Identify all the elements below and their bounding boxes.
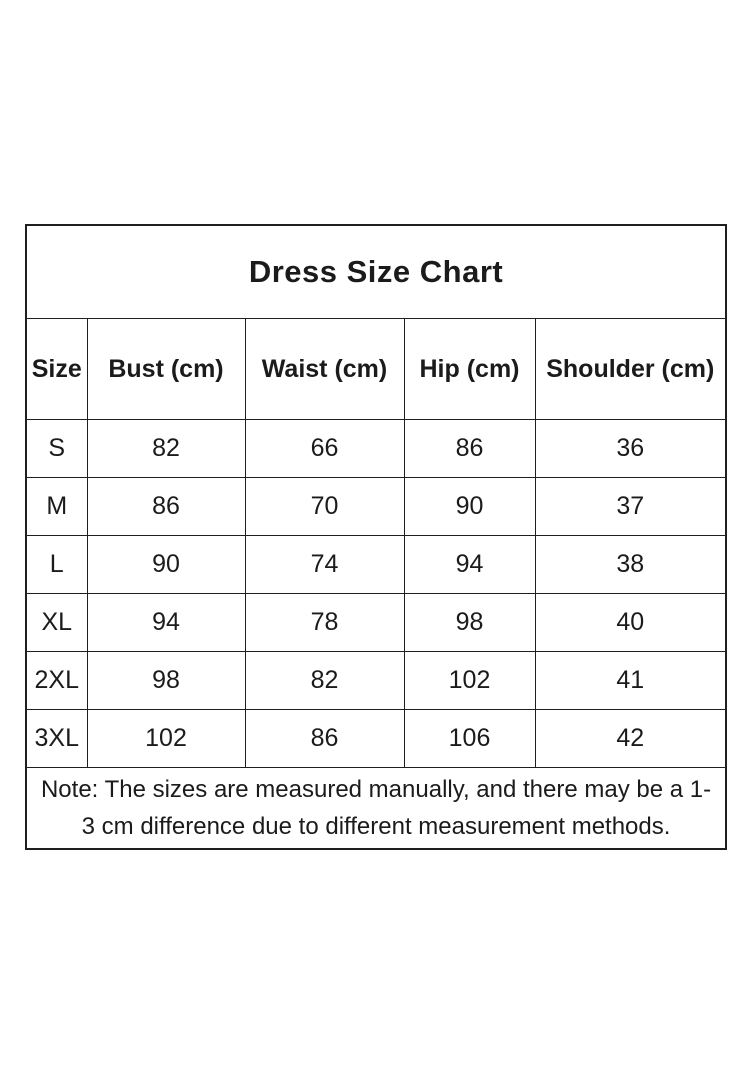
table-row-xl xyxy=(26,594,726,652)
cell-shoulder: 42 xyxy=(535,710,726,768)
cell-size: M xyxy=(26,478,87,536)
cell-bust: 82 xyxy=(87,420,245,478)
cell-hip: 106 xyxy=(404,710,535,768)
table-row-l xyxy=(26,536,726,594)
cell-size: 3XL xyxy=(26,710,87,768)
cell-size: 2XL xyxy=(26,652,87,710)
cell-size: XL xyxy=(26,594,87,652)
dress-size-chart-table xyxy=(25,224,727,850)
cell-size: L xyxy=(26,536,87,594)
table-row-3xl xyxy=(26,710,726,768)
table-title-row xyxy=(26,225,726,319)
cell-waist: 86 xyxy=(245,710,404,768)
table-note-row xyxy=(26,768,726,850)
cell-waist: 70 xyxy=(245,478,404,536)
cell-waist: 82 xyxy=(245,652,404,710)
cell-bust: 102 xyxy=(87,710,245,768)
cell-waist: 78 xyxy=(245,594,404,652)
column-header-bust: Bust (cm) xyxy=(87,319,245,420)
cell-hip: 90 xyxy=(404,478,535,536)
cell-bust: 86 xyxy=(87,478,245,536)
cell-shoulder: 38 xyxy=(535,536,726,594)
cell-bust: 98 xyxy=(87,652,245,710)
cell-hip: 86 xyxy=(404,420,535,478)
cell-hip: 98 xyxy=(404,594,535,652)
cell-shoulder: 40 xyxy=(535,594,726,652)
table-header-row xyxy=(26,319,726,420)
cell-shoulder: 37 xyxy=(535,478,726,536)
table-row-m xyxy=(26,478,726,536)
table-row-s xyxy=(26,420,726,478)
cell-hip: 102 xyxy=(404,652,535,710)
table-row-2xl xyxy=(26,652,726,710)
column-header-waist: Waist (cm) xyxy=(245,319,404,420)
cell-shoulder: 41 xyxy=(535,652,726,710)
cell-waist: 66 xyxy=(245,420,404,478)
cell-bust: 90 xyxy=(87,536,245,594)
table-title: Dress Size Chart xyxy=(26,225,726,319)
column-header-hip: Hip (cm) xyxy=(404,319,535,420)
cell-shoulder: 36 xyxy=(535,420,726,478)
column-header-size: Size xyxy=(26,319,87,420)
cell-bust: 94 xyxy=(87,594,245,652)
cell-size: S xyxy=(26,420,87,478)
cell-waist: 74 xyxy=(245,536,404,594)
table-note: Note: The sizes are measured manually, and there may be a 1-3 cm difference due to different measurement methods. xyxy=(26,768,726,850)
column-header-shoulder: Shoulder (cm) xyxy=(535,319,726,420)
cell-hip: 94 xyxy=(404,536,535,594)
